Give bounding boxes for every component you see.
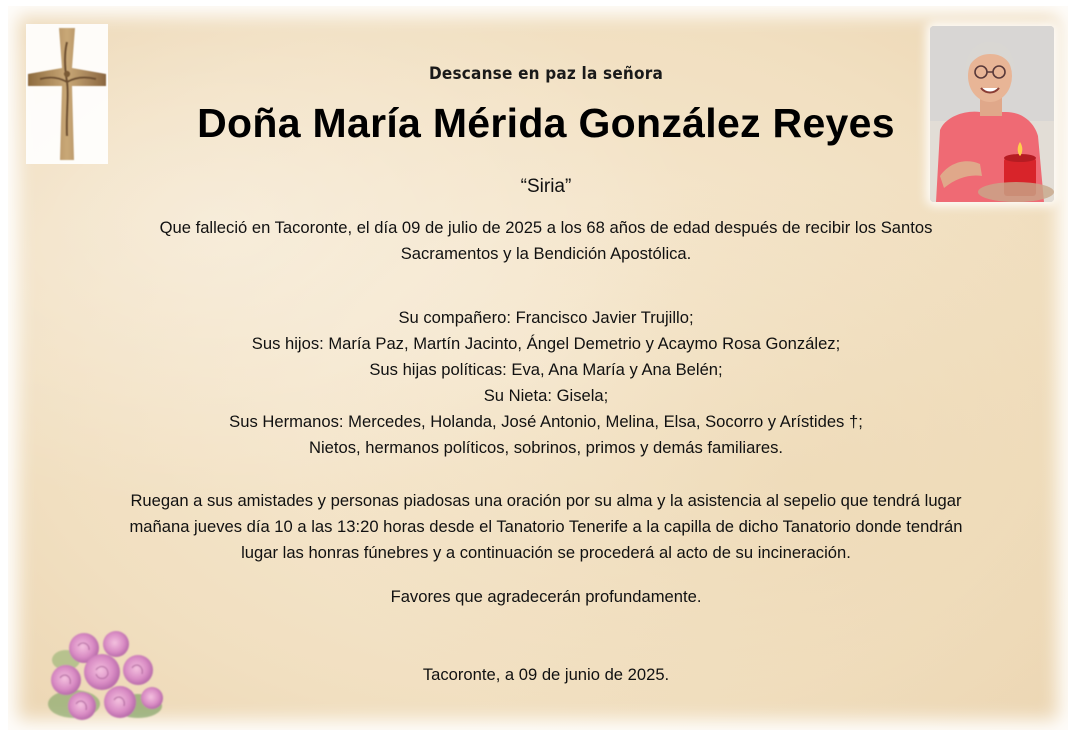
funeral-request-paragraph	[8, 488, 1076, 566]
family-line-others: Nietos, hermanos políticos, sobrinos, primos y demás familiares.	[308, 438, 784, 457]
announcement-line: Que falleció en Tacoronte, el día 09 de julio de 2025 a los 68 años de edad después de recibir los Santos	[159, 218, 933, 237]
closing-place-date: Tacoronte, a 09 de junio de 2025.	[422, 665, 670, 684]
family-line-granddaughter: Su Nieta: Gisela;	[483, 386, 609, 405]
family-list	[8, 305, 1076, 461]
request-line: lugar las honras fúnebres y a continuación se procederá al acto de su incineración.	[241, 543, 851, 562]
request-line: mañana jueves día 10 a las 13:20 horas desde el Tanatorio Tenerife a la capilla de dicho Tanatorio donde tendrán	[129, 517, 963, 536]
announcement-line: Sacramentos y la Bendición Apostólica.	[400, 244, 692, 263]
nickname: “Siria”	[520, 176, 572, 197]
obituary-card	[8, 6, 1068, 730]
announcement-paragraph	[8, 215, 1076, 267]
pretitle: Descanse en paz la señora	[429, 64, 663, 84]
family-line-daughters-in-law: Sus hijas políticas: Eva, Ana María y Ana Belén;	[369, 360, 723, 379]
thanks-text: Favores que agradecerán profundamente.	[390, 587, 702, 606]
family-line-children: Sus hijos: María Paz, Martín Jacinto, Ángel Demetrio y Acaymo Rosa González;	[251, 334, 841, 353]
family-line-siblings: Sus Hermanos: Mercedes, Holanda, José Antonio, Melina, Elsa, Socorro y Arístides †;	[229, 412, 863, 431]
request-line: Ruegan a sus amistades y personas piadosas una oración por su alma y la asistencia al sepelio que tendrá lugar	[130, 491, 962, 510]
deceased-name: Doña María Mérida González Reyes	[197, 100, 895, 146]
family-line-companion: Su compañero: Francisco Javier Trujillo;	[398, 308, 694, 327]
